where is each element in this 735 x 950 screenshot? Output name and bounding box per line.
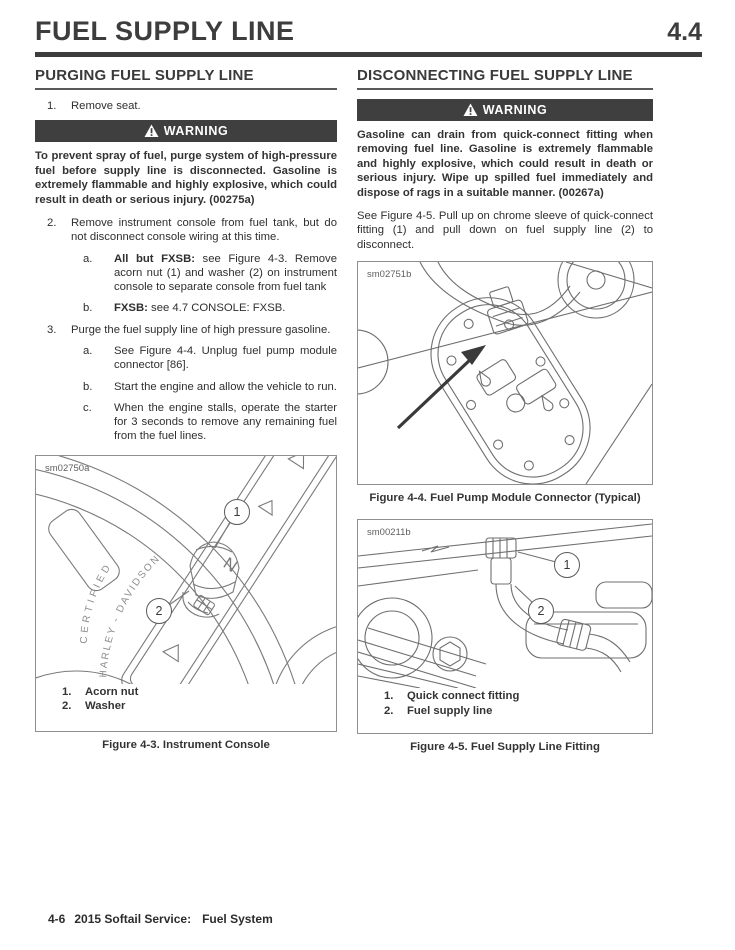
substep-text: Start the engine and allow the vehicle to run.: [114, 380, 337, 393]
substep-text: When the engine stalls, operate the starter for 3 seconds to remove any remaining fuel from the fuel lines.: [114, 401, 337, 443]
section-number: 4.4: [667, 18, 702, 46]
step-3b: [35, 380, 337, 394]
legend-item: [384, 689, 648, 704]
step-2: [35, 216, 337, 245]
fuel-pump-module-illustration: [358, 262, 652, 484]
legend-text: Fuel supply line: [407, 704, 493, 717]
legend-text: Quick connect fitting: [407, 689, 520, 702]
substep-letter: b.: [83, 380, 93, 393]
figure-art-code: sm02750a: [45, 462, 90, 474]
instrument-console-illustration: [36, 456, 336, 684]
column-purging: [35, 67, 337, 768]
step-2a: [35, 252, 337, 295]
legend-number: 1.: [384, 689, 394, 702]
emblem-text-harley: HARLEY - DAVIDSON: [98, 552, 164, 678]
legend-text: Acorn nut: [85, 685, 139, 698]
substep-letter: a.: [83, 345, 93, 357]
legend-number: 2.: [384, 704, 394, 717]
step-3a: [35, 344, 337, 373]
figure-legend: [36, 684, 336, 719]
callout-1: 1: [224, 499, 250, 525]
warning-title: WARNING: [163, 124, 229, 139]
step-1: [35, 99, 337, 113]
header-rule: [35, 52, 702, 57]
warning-icon: [463, 103, 478, 117]
step-text: Remove instrument console from fuel tank, but do not disconnect console wiring at this time.: [71, 216, 337, 244]
page-footer: [48, 912, 273, 926]
column-disconnecting: [357, 67, 653, 768]
step-text: Remove seat.: [71, 100, 141, 112]
substep-text: [114, 301, 337, 315]
legend-item: [62, 685, 332, 700]
legend-text: Washer: [85, 700, 126, 713]
substep-text: See Figure 4-4. Unplug fuel pump module connector [86].: [114, 345, 337, 372]
figure-4-4: [357, 261, 653, 485]
substep-letter: a.: [83, 252, 93, 265]
substep-text: [114, 252, 337, 295]
instruction-paragraph: See Figure 4-5. Pull up on chrome sleeve of quick-connect fitting (1) and pull down on fuel supply line (2) to disconnect.: [357, 210, 653, 251]
footer-section-name: Fuel System: [202, 912, 273, 926]
warning-banner: [357, 99, 653, 121]
step-3c: [35, 401, 337, 444]
page-title: FUEL SUPPLY LINE: [35, 16, 295, 46]
substep-body: see Figure 4-3. Remove acorn nut (1) and washer (2) on instrument console to separate console from fuel tank: [114, 252, 337, 294]
callout-2: 2: [528, 598, 554, 624]
figure-4-5-caption: Figure 4-5. Fuel Supply Line Fitting: [410, 740, 600, 753]
console-gear-letter: N: [219, 553, 241, 576]
callout-1: 1: [554, 552, 580, 578]
figure-4-3: [35, 455, 337, 732]
page-header: [35, 16, 702, 47]
legend-item: [384, 704, 648, 719]
step-number: 2.: [47, 216, 57, 229]
emblem-text-certified: CERTIFIED: [78, 560, 115, 644]
figure-4-4-caption: Figure 4-4. Fuel Pump Module Connector (Typical): [369, 491, 641, 504]
substep-body: see 4.7 CONSOLE: FXSB.: [147, 302, 286, 315]
warning-title: WARNING: [482, 103, 548, 117]
warning-text: To prevent spray of fuel, purge system of high-pressure fuel before supply line is disconnected. Gasoline is extremely flammable and highly explosive, which could result in death or serious injury. (00275a): [35, 150, 337, 206]
substep-lead: All but FXSB:: [114, 252, 195, 265]
figure-art-code: sm02751b: [367, 268, 412, 280]
substep-letter: c.: [83, 401, 92, 414]
warning-icon: [144, 124, 159, 138]
figure-legend: [358, 688, 652, 723]
callout-2: 2: [146, 598, 172, 624]
figure-art-code: sm00211b: [367, 526, 411, 538]
step-3: [35, 323, 337, 337]
heading-purging: PURGING FUEL SUPPLY LINE: [35, 67, 337, 90]
warning-banner: [35, 120, 337, 142]
footer-page-number: 4-6: [48, 912, 66, 926]
step-2b: [35, 301, 337, 315]
fuel-supply-line-illustration: [358, 520, 652, 688]
legend-number: 1.: [62, 685, 72, 698]
footer-manual-title: 2015 Softail Service:: [74, 912, 192, 926]
step-number: 3.: [47, 323, 57, 336]
substep-lead: FXSB:: [114, 302, 148, 315]
legend-item: [62, 699, 332, 714]
heading-disconnecting: DISCONNECTING FUEL SUPPLY LINE: [357, 67, 653, 90]
figure-4-5: [357, 519, 653, 734]
substep-letter: b.: [83, 302, 93, 315]
figure-4-3-caption: Figure 4-3. Instrument Console: [102, 738, 270, 751]
warning-text: Gasoline can drain from quick-connect fitting when removing fuel line. Gasoline is extremely flammable and highly explosive, which could result in death or serious injury. Wipe up spilled fuel immediately and dispose of rags in a suitable manner. (00267a): [357, 129, 653, 199]
legend-number: 2.: [62, 700, 72, 713]
step-text: Purge the fuel supply line of high pressure gasoline.: [71, 323, 331, 336]
step-number: 1.: [47, 100, 57, 112]
